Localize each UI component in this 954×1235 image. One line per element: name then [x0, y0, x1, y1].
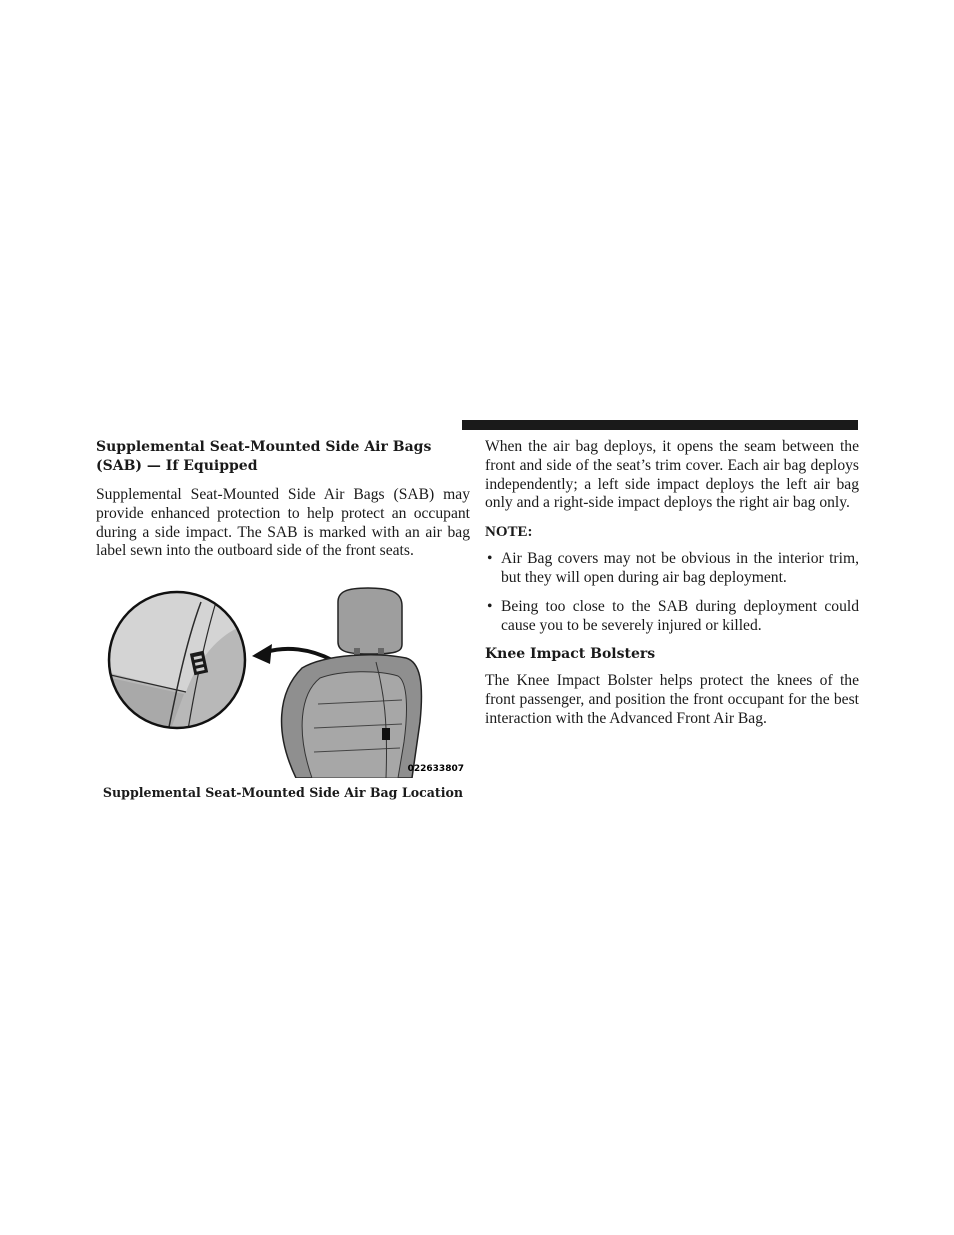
- seat-airbag-illustration: [106, 582, 466, 778]
- note-label: NOTE:: [485, 524, 533, 541]
- sab-heading: [96, 438, 470, 476]
- sab-paragraph: Supplemental Seat-Mounted Side Air Bags (SAB) may provide enhanced protection to help protect an occupant during a side impact. The SAB is marked with an air bag label sewn into the outboard side of the front seats.: [96, 486, 470, 560]
- note-bullet-1: [485, 550, 859, 588]
- sab-heading-line-1: Supplemental Seat-Mounted Side Air Bags: [96, 439, 432, 455]
- sab-heading-line-2: (SAB) — If Equipped: [96, 458, 258, 474]
- seat-airbag-drawing: [106, 582, 466, 778]
- arrow-head: [252, 644, 272, 664]
- right-column: [485, 438, 859, 739]
- note-bullet-2: [485, 598, 859, 636]
- section-header-bar: [462, 420, 858, 430]
- figure-code: 022633807: [407, 764, 464, 774]
- magnified-seat-detail: [106, 582, 256, 742]
- bullet-dot-icon: •: [487, 550, 493, 568]
- left-column: [96, 438, 470, 571]
- bullet-dot-icon: •: [487, 597, 493, 615]
- note-bullet-2-text: Being too close to the SAB during deployment could cause you to be severely injured or killed.: [501, 597, 859, 634]
- knee-paragraph: The Knee Impact Bolster helps protect the knees of the front passenger, and position the front occupant for the best interaction with the Advanced Front Air Bag.: [485, 672, 859, 727]
- knee-heading: Knee Impact Bolsters: [485, 646, 656, 663]
- seat-headrest: [338, 588, 402, 654]
- note-bullet-1-text: Air Bag covers may not be obvious in the interior trim, but they will open during air bag deployment.: [501, 550, 859, 586]
- deploy-paragraph: When the air bag deploys, it opens the seam between the front and side of the seat’s trim cover. Each air bag deploys independently; a left side impact deploys the left air bag only and a right-side impact deploys the right air bag only.: [485, 438, 859, 512]
- airbag-label-tag: [382, 728, 390, 740]
- note-bullets: [485, 550, 859, 635]
- figure-caption: Supplemental Seat-Mounted Side Air Bag Location: [102, 785, 464, 800]
